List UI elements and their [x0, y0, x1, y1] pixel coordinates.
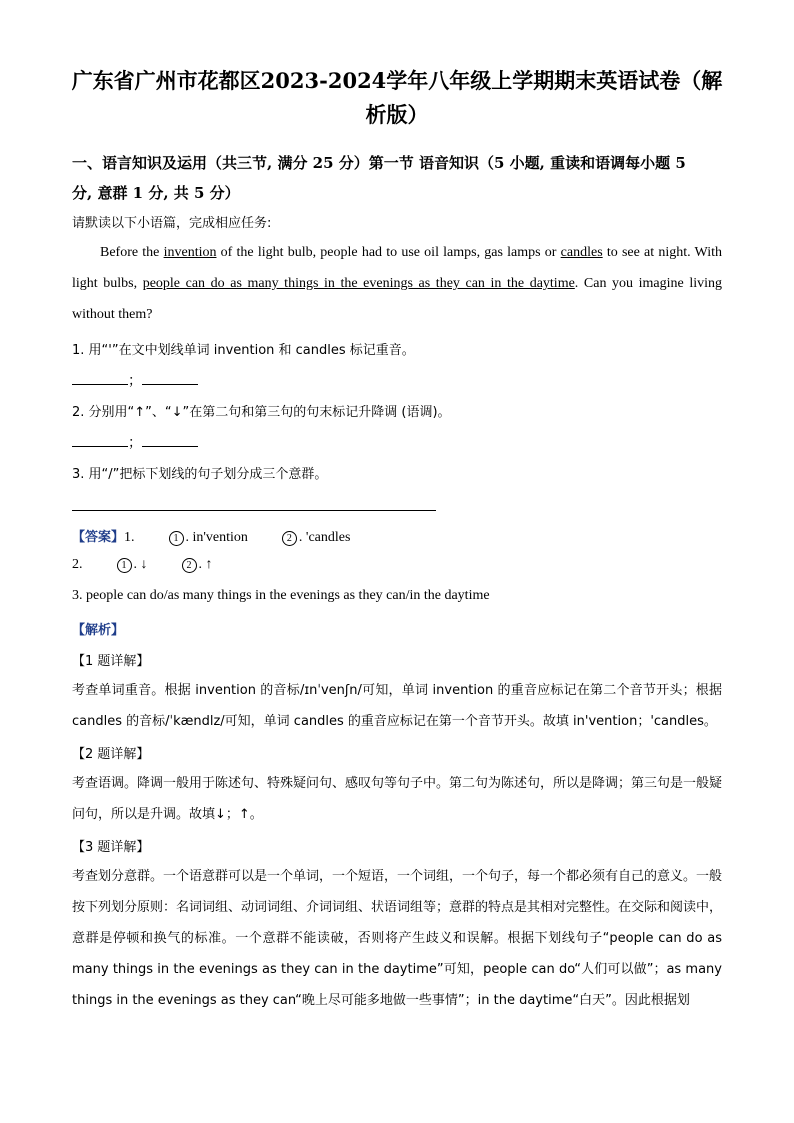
circled-number: 1 [117, 558, 132, 573]
underlined-word-invention: invention [163, 245, 217, 260]
answer-value: . ↓ [133, 557, 148, 572]
answer-blank[interactable] [72, 372, 128, 385]
question-3-blank[interactable] [72, 510, 436, 511]
passage-text: . Can you imagine living without them? [72, 276, 722, 322]
instruction-text: 请默读以下小语篇，完成相应任务: [72, 216, 272, 231]
circled-number: 2 [182, 558, 197, 573]
reading-passage [72, 237, 722, 330]
answer-blank[interactable] [72, 434, 128, 447]
detail-3-heading: 【3 题详解】 [72, 840, 150, 855]
answer-value: . ↑ [198, 557, 213, 572]
detail-2-text: 考查语调。降调一般用于陈述句、特殊疑问句、感叹句等句子中。第二句为陈述句，所以是降调；第三句是一般疑问句，所以是升调。故填↓；↑。 [72, 776, 723, 822]
answer-blank[interactable] [142, 372, 198, 385]
underlined-word-candles: candles [560, 245, 603, 260]
answer-3: 3. people can do/as many things in the evenings as they can/in the daytime [72, 588, 490, 603]
section-heading-line-2: 分, 意群 1 分, 共 5 分） [72, 184, 240, 202]
question-2: 2. 分别用“↑”、“↓”在第二句和第三句的句末标记升降调 (语调)。 [72, 405, 451, 420]
question-1: 1. 用“'”在文中划线单词 invention 和 candles 标记重音。 [72, 343, 415, 358]
detail-1-text: 考查单词重音。根据 invention 的音标/ɪnˈvenʃn/可知，单词 invention 的重音应标记在第二个音节开头；根据 candles 的音标/ˈkændlz/可知，单词 candles 的重音应标记在第一个音节开头。故填 in'vention；'candles。 [72, 683, 722, 729]
answer-number: 2. [72, 557, 83, 572]
passage-text: Before the [100, 245, 164, 260]
title-line-1: 广东省广州市花都区2023-2024学年八年级上学期期末英语试卷（解 [71, 68, 723, 93]
question-3: 3. 用“/”把标下划线的句子划分成三个意群。 [72, 467, 328, 482]
analysis-label: 【解析】 [72, 623, 125, 638]
detail-2-heading: 【2 题详解】 [72, 747, 150, 762]
circled-number: 2 [282, 531, 297, 546]
answer-value: . 'candles [298, 530, 351, 545]
detail-1-heading: 【1 题详解】 [72, 654, 150, 669]
page-title [60, 64, 734, 132]
circled-number: 1 [169, 531, 184, 546]
title-line-2: 析版） [365, 102, 429, 127]
detail-3-text: 考查划分意群。一个语意群可以是一个单词，一个短语，一个词组，一个句子，每一个都必须有自己的意义。一般按下列划分原则：名词词组、动词词组、介词词组、状语词组等；意群的特点是其相对完整性。在交际和阅读中，意群是停顿和换气的标准。一个意群不能读破，否则将产生歧义和误解。根据下划线句子“people can do as many things in the evenings as they can in the daytime”可知，people can do“人们可以做”；as many things in the evenings as they can“晚上尽可能多地做一些事情”；in the daytime“白天”。因此根据划 [72, 869, 723, 1008]
passage-text: to see at night. With light bulbs, [72, 245, 722, 291]
underlined-sentence: people can do as many things in the evenings as they can in the daytime [142, 276, 575, 291]
blank-separator: ； [128, 436, 142, 451]
passage-text: of the light bulb, people had to use oil lamps, gas lamps or [216, 245, 561, 260]
answer-1 [72, 526, 722, 546]
answer-value: . in'vention [185, 530, 248, 545]
answer-number: 1. [124, 530, 135, 545]
answer-label: 【答案】 [72, 530, 125, 545]
blank-separator: ； [128, 374, 142, 389]
question-1-blanks [72, 370, 722, 390]
answer-blank[interactable] [142, 434, 198, 447]
section-heading-line-1: 一、语言知识及运用（共三节, 满分 25 分）第一节 语音知识（5 小题, 重读和语调每小题 5 [72, 154, 686, 172]
section-heading [72, 148, 722, 208]
question-2-blanks [72, 432, 722, 452]
answer-2 [72, 557, 722, 573]
